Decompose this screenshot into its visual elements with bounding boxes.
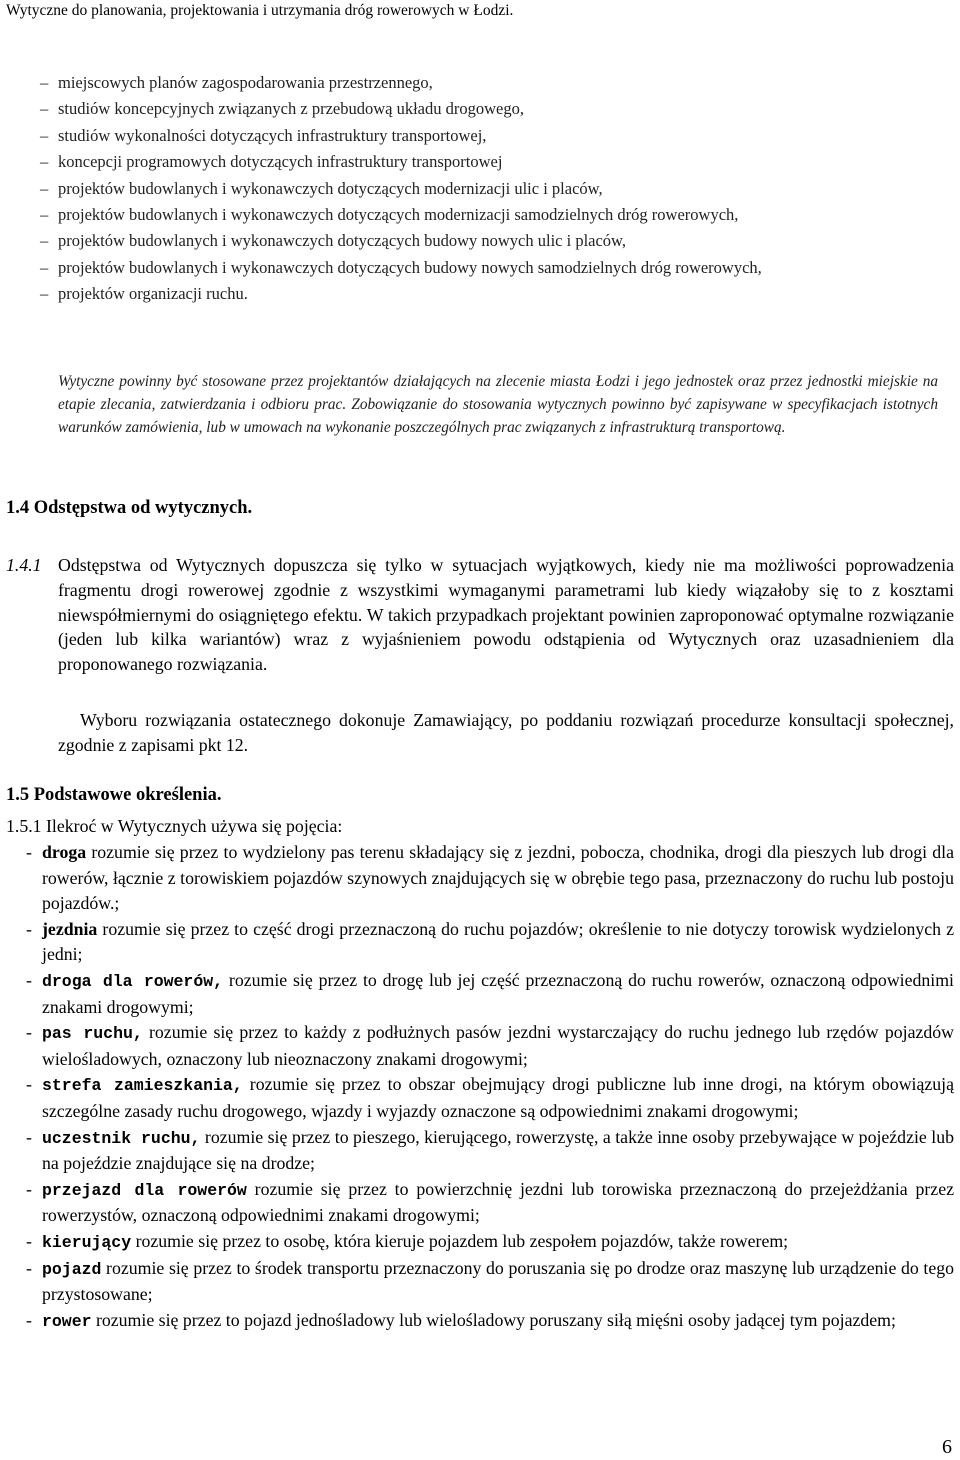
list-item-text: projektów organizacji ruchu. [58, 284, 248, 304]
list-item [40, 202, 956, 228]
list-item-text: studiów koncepcyjnych związanych z przebudową układu drogowego, [58, 99, 524, 119]
definition-text: rozumie się przez to część drogi przeznaczoną do ruchu pojazdów; określenie to nie dotyczy torowisk wydzielonych z jedni; [42, 918, 954, 965]
paragraph-1-4-1 [6, 553, 954, 677]
definition-term: kierujący [42, 1232, 132, 1252]
definition-item [26, 1256, 954, 1308]
list-dash: – [40, 99, 49, 119]
list-item [40, 176, 956, 202]
definition-term: pojazd [42, 1259, 102, 1279]
paragraph-1-4-1-continued [58, 708, 954, 758]
definition-text: rozumie się przez to pieszego, kierującego, rowerzystę, a także inne osoby przebywające w pojeździe lub na pojeździe znajdujące się na drodze; [42, 1126, 954, 1174]
list-dash: – [40, 284, 49, 304]
list-dash: – [40, 73, 49, 92]
definition-item [26, 917, 954, 968]
list-item-text: miejscowych planów zagospodarowania przestrzennego, [58, 73, 433, 92]
list-item-text: projektów budowlanych i wykonawczych dotyczących budowy nowych samodzielnych dróg rowerowych, [58, 257, 762, 277]
definition-text: rozumie się przez to obszar obejmujący drogi publiczne lub inne drogi, na którym obowiązują szczególne zasady ruchu drogowego, wjazdy i wyjazdy oznaczone są odpowiednimi znakami drogowymi; [42, 1074, 954, 1121]
definition-item [26, 1177, 954, 1229]
list-dash: – [40, 231, 49, 251]
list-item [40, 149, 956, 175]
paragraph-text: Odstępstwa od Wytycznych dopuszcza się tylko w sytuacjach wyjątkowych, kiedy nie ma możliwości poprowadzenia fragmentu drogi rowerowej zgodnie z wszystkimi wymaganymi parametrami lub kiedy wiązałoby się to z kosztami niewspółmiernymi do osiągniętego efektu. W takich przypadkach projektant powinien zaproponować optymalne rozwiązanie (jeden lub kilka wariantów) wraz z wyjaśnieniem powodu odstąpienia od Wytycznych oraz uzasadnieniem dla proponowanego rozwiązania. [58, 555, 954, 675]
definition-text: rozumie się przez to drogę lub jej część przeznaczoną do ruchu rowerów, oznaczoną odpowiednimi znakami drogowymi; [42, 969, 954, 1017]
list-item [40, 281, 956, 307]
list-dash: – [40, 125, 49, 145]
running-header: Wytyczne do planowania, projektowania i utrzymania dróg rowerowych w Łodzi. [6, 2, 514, 19]
definition-text: rozumie się przez to osobę, która kieruje pojazdem lub zespołem pojazdów, także rowerem; [131, 1230, 789, 1251]
definition-item [26, 1308, 954, 1335]
definition-dash: - [26, 918, 32, 939]
page-number: 6 [942, 1436, 952, 1458]
document-type-list [40, 70, 956, 308]
list-item [40, 70, 956, 96]
definition-term: rower [42, 1311, 92, 1331]
definition-dash: - [26, 1074, 32, 1095]
definition-item [26, 1229, 954, 1256]
list-item-text: projektów budowlanych i wykonawczych dotyczących modernizacji samodzielnych dróg rowerowych, [58, 205, 739, 225]
definition-dash: - [26, 1022, 32, 1043]
list-dash: – [40, 178, 49, 198]
definition-term: jezdnia [42, 918, 98, 939]
section-heading-1-5: 1.5 Podstawowe określenia. [6, 785, 222, 805]
paragraph-number: 1.4.1 [6, 555, 42, 575]
list-item-text: projektów budowlanych i wykonawczych dotyczących budowy nowych ulic i placów, [58, 231, 627, 251]
definition-text: rozumie się przez to każdy z podłużnych pasów jezdni wystarczający do ruchu jednego lub rzędów pojazdów wielośladowych, oznaczony lub nieoznaczony znakami drogowymi; [42, 1022, 954, 1069]
list-dash: – [40, 152, 49, 172]
definition-dash: - [26, 1178, 32, 1199]
definition-dash: - [26, 1257, 32, 1278]
definition-term: droga [42, 842, 87, 862]
definition-term: pas ruchu, [42, 1024, 143, 1044]
definition-dash: - [26, 1309, 32, 1330]
list-item [40, 96, 956, 122]
italic-paragraph: Wytyczne powinny być stosowane przez projektantów działających na zlecenie miasta Łodzi i jego jednostek oraz przez jednostki miejskie na etapie zlecania, zatwierdzania i odbioru prac. Zobowiązanie do stosowania wytycznych powinno być zapisywane w specyfikacjach istotnych warunków zamówienia, lub w umowach na wykonanie poszczególnych prac związanych z infrastrukturą transportową. [58, 373, 938, 436]
definition-item [26, 840, 954, 917]
list-item-text: projektów budowlanych i wykonawczych dotyczących modernizacji ulic i placów, [58, 178, 603, 198]
definition-term: strefa zamieszkania, [42, 1076, 243, 1096]
definitions-list [26, 840, 954, 1334]
list-item [40, 123, 956, 149]
definition-term: uczestnik ruchu, [42, 1128, 201, 1148]
definition-item [26, 1020, 954, 1072]
definition-text: rozumie się przez to środek transportu przeznaczony do poruszania się po drodze oraz maszynę lub urządzenie do tego przystosowane; [42, 1257, 954, 1305]
definition-item [26, 1125, 954, 1177]
definition-item [26, 1072, 954, 1124]
list-item [40, 228, 956, 254]
definition-dash: - [26, 1126, 32, 1147]
definition-term: przejazd dla rowerów [42, 1180, 247, 1200]
list-dash: – [40, 205, 49, 225]
definition-dash: - [26, 842, 32, 862]
definition-text: rozumie się przez to pojazd jednośladowy lub wielośladowy poruszany siłą mięśni osoby jadącej tym pojazdem; [91, 1309, 896, 1330]
list-dash: – [40, 257, 49, 277]
definition-term: droga dla rowerów, [42, 971, 224, 991]
definition-dash: - [26, 969, 32, 990]
paragraph-text-2: Wyboru rozwiązania ostatecznego dokonuje Zamawiający, po poddaniu rozwiązań procedurze konsultacji społecznej, zgodnie z zapisami pkt 12. [58, 710, 954, 755]
definition-text: rozumie się przez to powierzchnię jezdni lub torowiska przeznaczoną do przejeżdżania przez rowerzystów, oznaczoną odpowiednimi znakami drogowymi; [42, 1178, 954, 1226]
list-item-text: studiów wykonalności dotyczących infrastruktury transportowej, [58, 125, 487, 145]
list-item [40, 255, 956, 281]
definition-dash: - [26, 1230, 32, 1251]
definition-item [26, 968, 954, 1020]
definitions-intro: 1.5.1 Ilekroć w Wytycznych używa się pojęcia: [6, 816, 343, 836]
list-item-text: koncepcji programowych dotyczących infrastruktury transportowej [58, 152, 503, 172]
section-heading-1-4: 1.4 Odstępstwa od wytycznych. [6, 498, 253, 518]
definition-text: rozumie się przez to wydzielony pas terenu składający się z jezdni, pobocza, chodnika, drogi dla pieszych lub drogi dla rowerów, łącznie z torowiskiem pojazdów szynowych znajdujących się w obrębie tego pasa, przeznaczony do ruchu lub postoju pojazdów.; [42, 842, 954, 914]
